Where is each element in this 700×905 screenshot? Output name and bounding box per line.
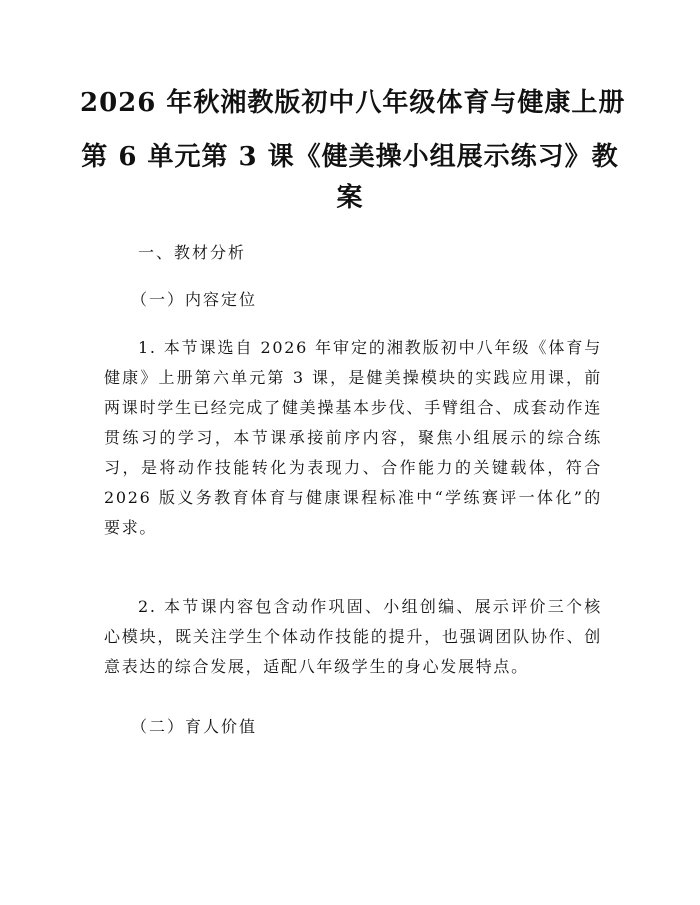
subsection-heading-content-positioning: （一）内容定位 bbox=[131, 290, 258, 309]
title-line-1: 2026 年秋湘教版初中八年级体育与健康上册 bbox=[80, 88, 626, 118]
title-line-2: 第 6 单元第 3 课《健美操小组展示练习》教 bbox=[81, 142, 619, 172]
paragraph-1: 1. 本节课选自 2026 年审定的湘教版初中八年级《体育与健康》上册第六单元第 3 课，是健美操模块的实践应用课，前两课时学生已经完成了健美操基本步伐、手臂组合、成套动作连贯练习的学习，本节课承接前序内容，聚焦小组展示的综合练习，是将动作技能转化为表现力、合作能力的关键载体，符合 2026 版义务教育体育与健康课程标准中“学练赛评一体化”的要求。 bbox=[104, 338, 602, 537]
section-heading-textbook-analysis: 一、教材分析 bbox=[138, 243, 247, 262]
subsection-heading-educational-value: （二）育人价值 bbox=[131, 717, 258, 736]
paragraph-2: 2. 本节课内容包含动作巩固、小组创编、展示评价三个核心模块，既关注学生个体动作技能的提升，也强调团队协作、创意表达的综合发展，适配八年级学生的身心发展特点。 bbox=[104, 597, 602, 676]
title-line-3: 案 bbox=[336, 183, 364, 213]
